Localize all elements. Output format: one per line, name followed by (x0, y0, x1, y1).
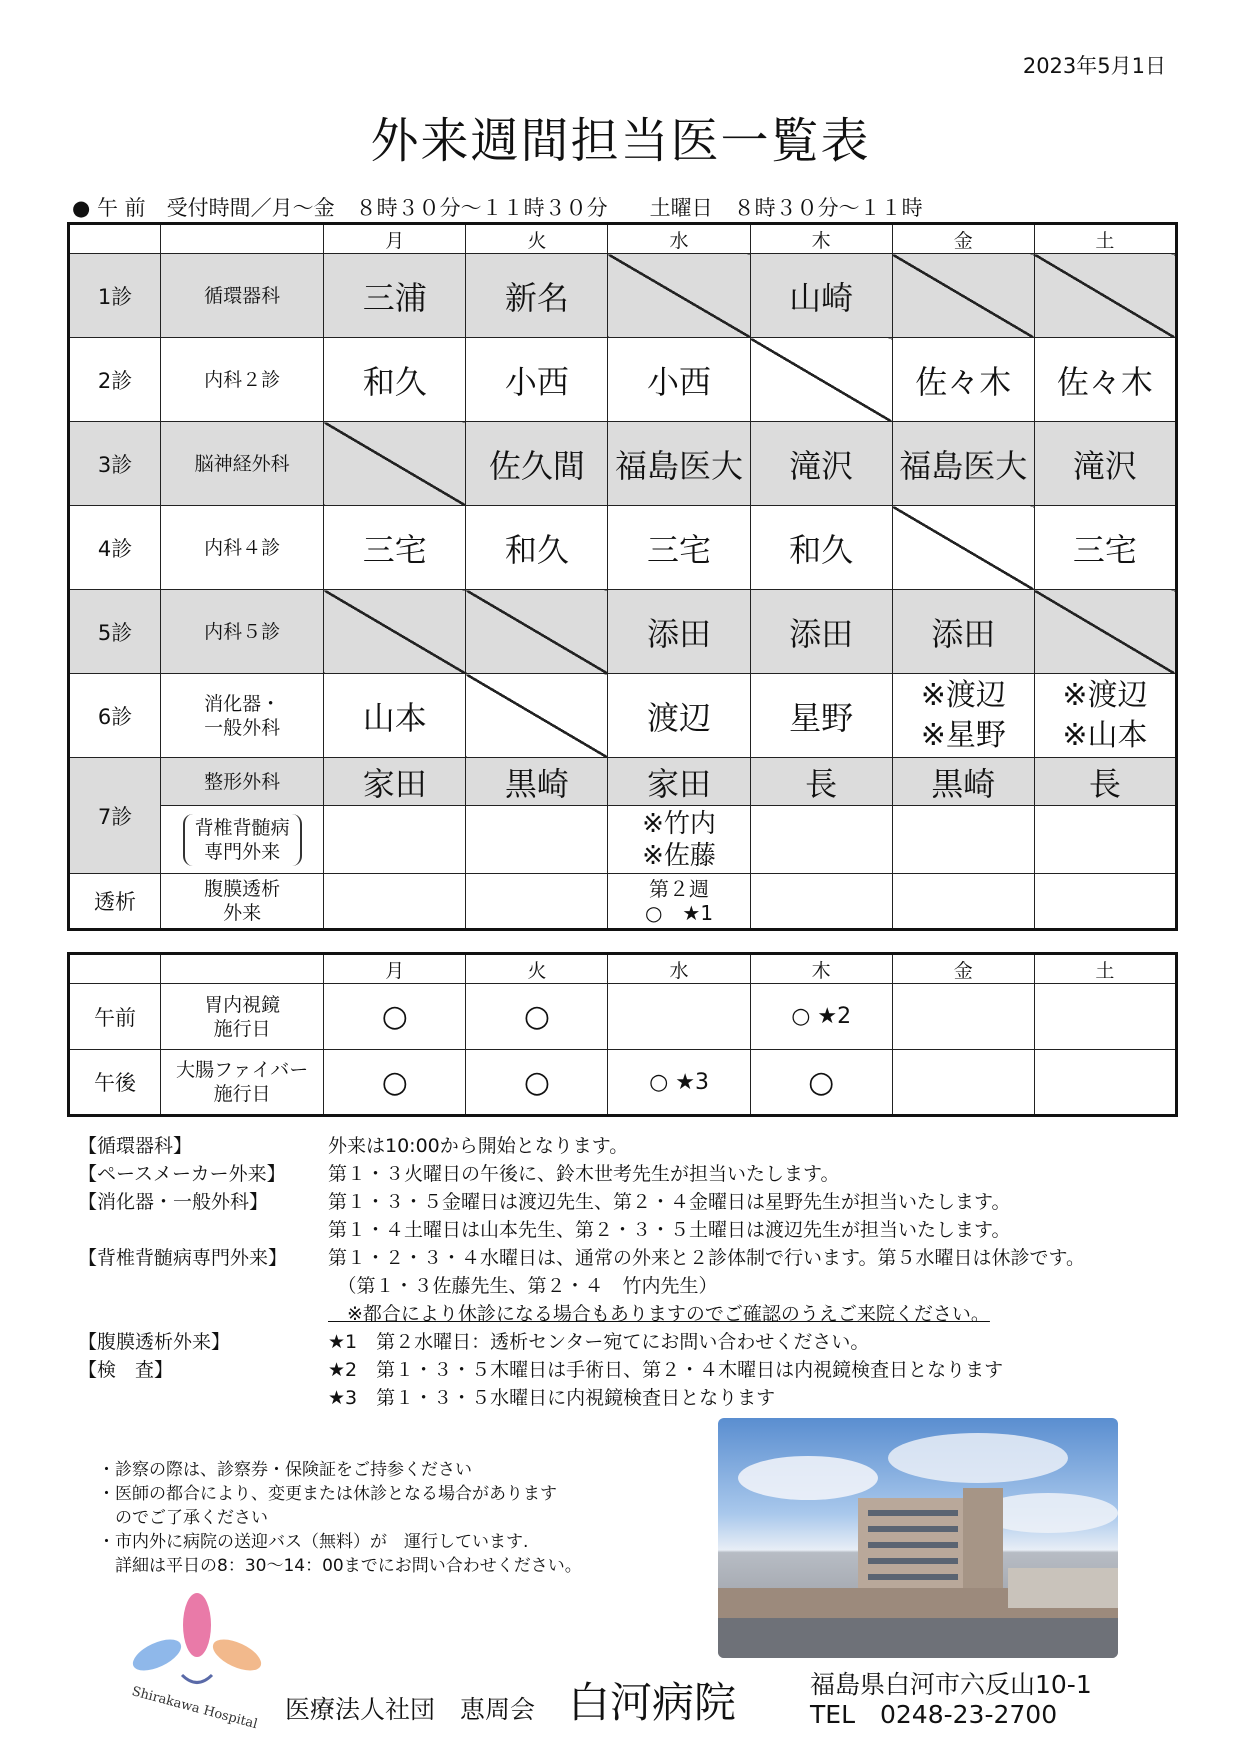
dept-label: 内科４診 (161, 506, 324, 590)
doctor-line: ※渡辺 (1062, 677, 1148, 713)
exam-label (161, 984, 324, 1050)
doctor-cell: 家田 (608, 758, 750, 806)
dept-line-1: 消化器・ (204, 692, 281, 715)
room-label: 5診 (69, 590, 161, 674)
room-label: 3診 (69, 422, 161, 506)
spine-clinic-label (183, 814, 302, 866)
reception-hours: ● 午 前 受付時間／月～金 ８時３０分～１１時３０分 土曜日 ８時３０分～１１時 (72, 196, 923, 220)
room-label: 4診 (69, 506, 161, 590)
doctor-cell: 長 (1034, 758, 1176, 806)
exam-cell: ○ ★2 (750, 984, 892, 1050)
note-label (78, 1384, 328, 1412)
exam-line-2: 施行日 (213, 1083, 271, 1105)
address: 福島県白河市六反山10-1 (810, 1670, 1092, 1699)
schedule-row-5 (69, 590, 1177, 674)
exam-row-pm (69, 1050, 1177, 1116)
doctor-cell (608, 806, 750, 874)
exam-cell (892, 1050, 1034, 1116)
note-label (78, 1272, 328, 1300)
day-header-row (69, 224, 1177, 254)
note-row (78, 1300, 1085, 1328)
exam-cell: ○ (466, 1050, 608, 1116)
doctor-cell: 添田 (892, 590, 1034, 674)
note-row (78, 1356, 1085, 1384)
note-text: 第１・４土曜日は山本先生、第２・３・５土曜日は渡辺先生が担当いたします。 (328, 1219, 1011, 1241)
note-row (78, 1272, 1085, 1300)
doctor-cell: 和久 (324, 338, 466, 422)
note-text: ★2 第１・３・５木曜日は手術日、第２・４木曜日は内視鏡検査日となります (328, 1359, 1004, 1381)
logo-text: Shirakawa Hospital (130, 1684, 260, 1733)
notice-line: 詳細は平日の8：30～14：00までにお問い合わせください。 (98, 1556, 582, 1576)
day-wed: 水 (608, 224, 750, 254)
exam-label (161, 1050, 324, 1116)
note-label (78, 1300, 328, 1328)
dept-label: 整形外科 (161, 758, 324, 806)
doctor-cell: 滝沢 (1034, 422, 1176, 506)
no-clinic-cell (466, 590, 608, 674)
hospital-contact (810, 1670, 1092, 1730)
no-clinic-cell (1034, 590, 1176, 674)
notice-line: ・診察の際は、診察券・保険証をご持参ください (98, 1460, 472, 1480)
note-label: 【検 査】 (78, 1359, 174, 1381)
note-text: ※都合により休診になる場合もありますのでご確認のうえご来院ください。 (328, 1303, 990, 1325)
exam-line-2: 施行日 (213, 1017, 271, 1040)
day-sat: 土 (1034, 954, 1176, 984)
notice-line: のでご了承ください (98, 1508, 268, 1528)
page-title: 外来週間担当医一覧表 (370, 113, 871, 169)
dept-line-1: 背椎背髄病 (194, 816, 290, 839)
dept-label (161, 806, 324, 874)
building-illustration (718, 1418, 1118, 1658)
day-thu: 木 (750, 224, 892, 254)
day-sat: 土 (1034, 224, 1176, 254)
note-text: 外来は10:00から開始となります。 (328, 1135, 629, 1157)
dept-label: 内科５診 (161, 590, 324, 674)
note-text: 第１・３火曜日の午後に、鈴木世考先生が担当いたします。 (328, 1163, 840, 1185)
note-label: 【ペースメーカー外来】 (78, 1163, 286, 1185)
room-label: 7診 (69, 758, 161, 874)
spine-clinic-row (69, 806, 1177, 874)
doctor-cell: 和久 (466, 506, 608, 590)
doctor-cell: 佐久間 (466, 422, 608, 506)
day-thu: 木 (750, 954, 892, 984)
schedule-row-3 (69, 422, 1177, 506)
doctor-cell: 渡辺 (608, 674, 750, 758)
dept-label: 循環器科 (161, 254, 324, 338)
dept-label (161, 674, 324, 758)
room-label: 1診 (69, 254, 161, 338)
note-text: ★3 第１・３・５水曜日に内視鏡検査日となります (328, 1387, 776, 1409)
exam-cell (1034, 984, 1176, 1050)
doctor-cell: 黒崎 (466, 758, 608, 806)
dept-label: 脳神経外科 (161, 422, 324, 506)
notes-section (78, 1132, 1085, 1412)
issue-date: 2023年5月1日 (1022, 54, 1166, 78)
day-fri: 金 (892, 954, 1034, 984)
doctor-schedule-table (67, 222, 1178, 931)
doctor-cell: 和久 (750, 506, 892, 590)
no-clinic-cell (892, 506, 1034, 590)
day-mon: 月 (324, 224, 466, 254)
no-clinic-cell (466, 674, 608, 758)
notice-line: ・医師の都合により、変更または休診となる場合があります (98, 1484, 557, 1504)
doctor-cell (1034, 674, 1176, 758)
room-label: 2診 (69, 338, 161, 422)
doctor-cell: 山崎 (750, 254, 892, 338)
note-row (78, 1160, 1085, 1188)
schedule-row-1 (69, 254, 1177, 338)
day-header-row (69, 954, 1177, 984)
doctor-cell: 新名 (466, 254, 608, 338)
dept-line-1: 腹膜透析 (204, 878, 281, 900)
note-text: 第１・３・５金曜日は渡辺先生、第２・４金曜日は星野先生が担当いたします。 (328, 1191, 1011, 1213)
doctor-line: ※竹内 (642, 808, 716, 839)
day-mon: 月 (324, 954, 466, 984)
exam-cell (892, 984, 1034, 1050)
exam-cell: ○ (750, 1050, 892, 1116)
no-clinic-cell (892, 254, 1034, 338)
doctor-cell: 小西 (608, 338, 750, 422)
room-label: 6診 (69, 674, 161, 758)
doctor-cell: 添田 (608, 590, 750, 674)
note-label: 【消化器・一般外科】 (78, 1191, 269, 1213)
exam-cell: ○ (466, 984, 608, 1050)
doctor-line: ※佐藤 (642, 840, 716, 871)
exam-line-1: 胃内視鏡 (204, 993, 281, 1016)
doctor-cell: 山本 (324, 674, 466, 758)
notice-line: ・市内外に病院の送迎バス（無料）が 運行しています. (98, 1532, 529, 1552)
doctor-cell: 福島医大 (892, 422, 1034, 506)
doctor-cell: 三宅 (608, 506, 750, 590)
doctor-cell: 福島医大 (608, 422, 750, 506)
doctor-cell: 星野 (750, 674, 892, 758)
note-label: 【循環器科】 (78, 1135, 193, 1157)
doctor-cell: 小西 (466, 338, 608, 422)
note-text: （第１・３佐藤先生、第２・４ 竹内先生） (328, 1275, 718, 1297)
schedule-row-2 (69, 338, 1177, 422)
exam-cell: ○ (324, 1050, 466, 1116)
doctor-cell: 三宅 (1034, 506, 1176, 590)
note-row (78, 1216, 1085, 1244)
flower-logo-icon (122, 1580, 272, 1740)
doctor-cell: 長 (750, 758, 892, 806)
organization-name: 医療法人社団 恵周会 (285, 1695, 536, 1724)
day-tue: 火 (466, 954, 608, 984)
doctor-line: ※星野 (920, 717, 1006, 753)
patient-notices (98, 1458, 582, 1578)
doctor-cell: 佐々木 (1034, 338, 1176, 422)
no-clinic-cell (1034, 254, 1176, 338)
dept-label (161, 874, 324, 930)
doctor-cell: 添田 (750, 590, 892, 674)
doctor-cell: 黒崎 (892, 758, 1034, 806)
time-label: 午後 (69, 1050, 161, 1116)
no-clinic-cell (324, 422, 466, 506)
dept-label: 内科２診 (161, 338, 324, 422)
note-row (78, 1384, 1085, 1412)
note-text: ★1 第２水曜日：透析センター宛てにお問い合わせください。 (328, 1331, 870, 1353)
note-label: 【腹膜透析外来】 (78, 1331, 231, 1353)
no-clinic-cell (324, 590, 466, 674)
exam-line-1: 大腸ファイバー (176, 1059, 309, 1081)
exam-cell: ○ (324, 984, 466, 1050)
exam-cell (1034, 1050, 1176, 1116)
dept-line-2: 専門外来 (204, 840, 281, 863)
exam-row-am (69, 984, 1177, 1050)
exam-schedule-table (67, 952, 1178, 1117)
time-label: 午前 (69, 984, 161, 1050)
telephone: TEL 0248-23-2700 (810, 1700, 1058, 1729)
note-label (78, 1216, 328, 1244)
room-label: 透析 (69, 874, 161, 930)
schedule-row-6 (69, 674, 1177, 758)
dialysis-row (69, 874, 1177, 930)
doctor-cell (892, 674, 1034, 758)
doctor-line: ※山本 (1062, 717, 1148, 753)
doctor-cell: 三浦 (324, 254, 466, 338)
exam-cell: ○ ★3 (608, 1050, 750, 1116)
dept-line-2: 一般外科 (204, 716, 281, 739)
exam-cell (608, 984, 750, 1050)
hospital-logo (122, 1580, 272, 1740)
schedule-row-4 (69, 506, 1177, 590)
no-clinic-cell (750, 338, 892, 422)
note-row (78, 1188, 1085, 1216)
hospital-building-photo (718, 1418, 1118, 1658)
dept-line-2: 外来 (223, 902, 262, 924)
note-row (78, 1328, 1085, 1356)
note-row (78, 1132, 1085, 1160)
doctor-cell: 三宅 (324, 506, 466, 590)
note-text: 第１・２・３・４水曜日は、通常の外来と２診体制で行います。第５水曜日は休診です。 (328, 1247, 1085, 1269)
dialysis-line: 第２週 (649, 877, 710, 901)
doctor-cell: 滝沢 (750, 422, 892, 506)
note-row (78, 1244, 1085, 1272)
day-tue: 火 (466, 224, 608, 254)
note-label: 【背椎背髄病専門外来】 (78, 1247, 288, 1269)
doctor-cell: 佐々木 (892, 338, 1034, 422)
dialysis-cell (608, 874, 750, 930)
hospital-name: 白河病院 (568, 1678, 737, 1727)
dialysis-line: ○ ★1 (644, 901, 714, 925)
doctor-cell: 家田 (324, 758, 466, 806)
day-fri: 金 (892, 224, 1034, 254)
no-clinic-cell (608, 254, 750, 338)
schedule-row-7 (69, 758, 1177, 806)
doctor-line: ※渡辺 (920, 677, 1006, 713)
day-wed: 水 (608, 954, 750, 984)
